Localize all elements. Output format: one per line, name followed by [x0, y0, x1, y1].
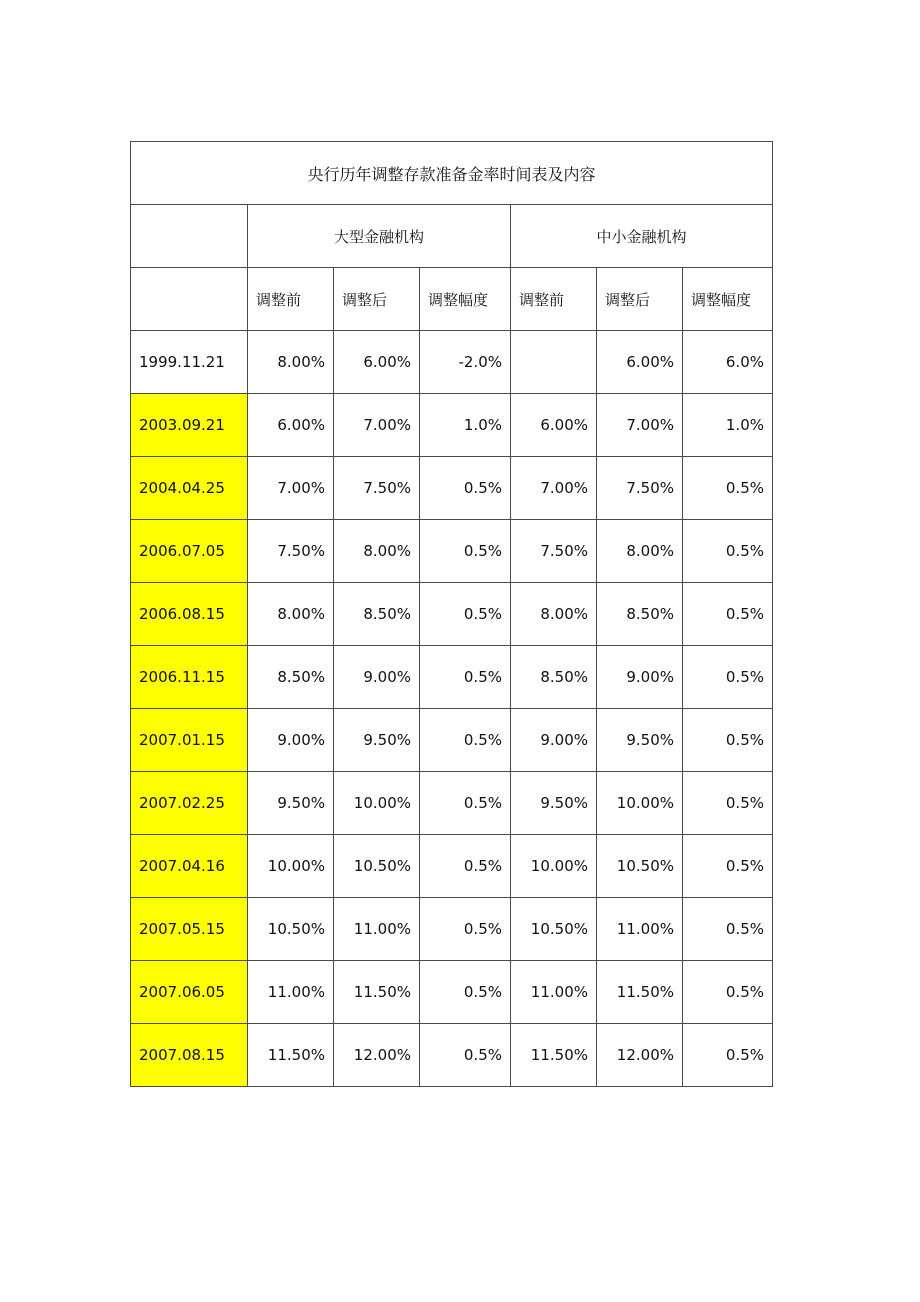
value-cell-small-before: 11.50%	[511, 1024, 597, 1087]
table-row	[131, 331, 773, 394]
value-cell-large-before: 9.50%	[248, 772, 334, 835]
value-cell-small-change: 0.5%	[683, 1024, 773, 1087]
value-cell-large-change: 0.5%	[420, 772, 511, 835]
value-cell-small-change: 6.0%	[683, 331, 773, 394]
table-row	[131, 457, 773, 520]
subheader-large-after: 调整后	[334, 268, 420, 331]
value-cell-large-before: 7.00%	[248, 457, 334, 520]
value-cell-large-before: 10.50%	[248, 898, 334, 961]
value-cell-small-change: 0.5%	[683, 520, 773, 583]
date-cell: 2004.04.25	[131, 457, 248, 520]
value-cell-large-after: 7.00%	[334, 394, 420, 457]
value-cell-large-before: 9.00%	[248, 709, 334, 772]
value-cell-large-before: 8.00%	[248, 583, 334, 646]
value-cell-large-after: 6.00%	[334, 331, 420, 394]
value-cell-large-before: 11.00%	[248, 961, 334, 1024]
value-cell-small-before: 10.00%	[511, 835, 597, 898]
value-cell-large-change: 0.5%	[420, 898, 511, 961]
empty-subheader-cell	[131, 268, 248, 331]
value-cell-large-change: 0.5%	[420, 961, 511, 1024]
table-row	[131, 709, 773, 772]
table-row	[131, 583, 773, 646]
value-cell-large-after: 11.50%	[334, 961, 420, 1024]
table-row	[131, 772, 773, 835]
table-row	[131, 835, 773, 898]
title-row	[131, 142, 773, 205]
value-cell-large-before: 7.50%	[248, 520, 334, 583]
value-cell-large-after: 7.50%	[334, 457, 420, 520]
value-cell-large-change: 0.5%	[420, 835, 511, 898]
value-cell-large-after: 9.50%	[334, 709, 420, 772]
subheader-row	[131, 268, 773, 331]
value-cell-small-after: 7.00%	[597, 394, 683, 457]
date-cell: 2007.04.16	[131, 835, 248, 898]
value-cell-small-after: 8.00%	[597, 520, 683, 583]
group-header-row	[131, 205, 773, 268]
value-cell-large-change: 0.5%	[420, 709, 511, 772]
date-cell: 2006.08.15	[131, 583, 248, 646]
value-cell-small-before: 7.50%	[511, 520, 597, 583]
value-cell-small-change: 0.5%	[683, 961, 773, 1024]
table-title: 央行历年调整存款准备金率时间表及内容	[131, 142, 773, 205]
date-cell: 2007.06.05	[131, 961, 248, 1024]
value-cell-large-before: 8.00%	[248, 331, 334, 394]
value-cell-large-after: 12.00%	[334, 1024, 420, 1087]
value-cell-large-after: 8.50%	[334, 583, 420, 646]
date-cell: 2007.01.15	[131, 709, 248, 772]
table-row	[131, 394, 773, 457]
value-cell-small-before: 8.00%	[511, 583, 597, 646]
value-cell-large-after: 11.00%	[334, 898, 420, 961]
table-row	[131, 898, 773, 961]
value-cell-small-after: 9.00%	[597, 646, 683, 709]
value-cell-large-change: 0.5%	[420, 583, 511, 646]
value-cell-small-before: 10.50%	[511, 898, 597, 961]
value-cell-small-before	[511, 331, 597, 394]
group-header-large-institutions: 大型金融机构	[248, 205, 511, 268]
table-row	[131, 646, 773, 709]
date-cell: 2007.05.15	[131, 898, 248, 961]
value-cell-large-after: 10.00%	[334, 772, 420, 835]
table-row	[131, 1024, 773, 1087]
value-cell-small-after: 7.50%	[597, 457, 683, 520]
value-cell-large-change: 0.5%	[420, 520, 511, 583]
value-cell-small-change: 0.5%	[683, 772, 773, 835]
subheader-small-before: 调整前	[511, 268, 597, 331]
value-cell-large-after: 8.00%	[334, 520, 420, 583]
value-cell-large-change: 1.0%	[420, 394, 511, 457]
value-cell-small-before: 7.00%	[511, 457, 597, 520]
empty-header-cell	[131, 205, 248, 268]
subheader-small-after: 调整后	[597, 268, 683, 331]
subheader-large-change: 调整幅度	[420, 268, 511, 331]
value-cell-small-after: 9.50%	[597, 709, 683, 772]
value-cell-small-change: 0.5%	[683, 709, 773, 772]
subheader-small-change: 调整幅度	[683, 268, 773, 331]
value-cell-large-after: 10.50%	[334, 835, 420, 898]
value-cell-small-before: 8.50%	[511, 646, 597, 709]
value-cell-small-after: 10.50%	[597, 835, 683, 898]
value-cell-large-after: 9.00%	[334, 646, 420, 709]
value-cell-small-before: 11.00%	[511, 961, 597, 1024]
value-cell-large-change: 0.5%	[420, 1024, 511, 1087]
value-cell-small-after: 11.50%	[597, 961, 683, 1024]
value-cell-large-before: 8.50%	[248, 646, 334, 709]
value-cell-small-after: 12.00%	[597, 1024, 683, 1087]
table-body	[131, 142, 773, 1087]
value-cell-large-change: 0.5%	[420, 457, 511, 520]
date-cell: 2007.08.15	[131, 1024, 248, 1087]
value-cell-small-change: 0.5%	[683, 835, 773, 898]
value-cell-small-change: 0.5%	[683, 898, 773, 961]
value-cell-small-after: 6.00%	[597, 331, 683, 394]
value-cell-small-change: 0.5%	[683, 457, 773, 520]
date-cell: 1999.11.21	[131, 331, 248, 394]
value-cell-small-change: 0.5%	[683, 583, 773, 646]
value-cell-large-before: 11.50%	[248, 1024, 334, 1087]
value-cell-small-before: 6.00%	[511, 394, 597, 457]
value-cell-large-change: 0.5%	[420, 646, 511, 709]
value-cell-small-after: 11.00%	[597, 898, 683, 961]
value-cell-small-before: 9.00%	[511, 709, 597, 772]
value-cell-small-before: 9.50%	[511, 772, 597, 835]
date-cell: 2003.09.21	[131, 394, 248, 457]
value-cell-small-change: 1.0%	[683, 394, 773, 457]
table-row	[131, 520, 773, 583]
date-cell: 2006.07.05	[131, 520, 248, 583]
subheader-large-before: 调整前	[248, 268, 334, 331]
value-cell-large-before: 6.00%	[248, 394, 334, 457]
value-cell-small-after: 10.00%	[597, 772, 683, 835]
table-row	[131, 961, 773, 1024]
value-cell-small-after: 8.50%	[597, 583, 683, 646]
group-header-small-medium-institutions: 中小金融机构	[511, 205, 773, 268]
value-cell-small-change: 0.5%	[683, 646, 773, 709]
value-cell-large-change: -2.0%	[420, 331, 511, 394]
date-cell: 2007.02.25	[131, 772, 248, 835]
reserve-ratio-table	[130, 141, 773, 1087]
date-cell: 2006.11.15	[131, 646, 248, 709]
value-cell-large-before: 10.00%	[248, 835, 334, 898]
